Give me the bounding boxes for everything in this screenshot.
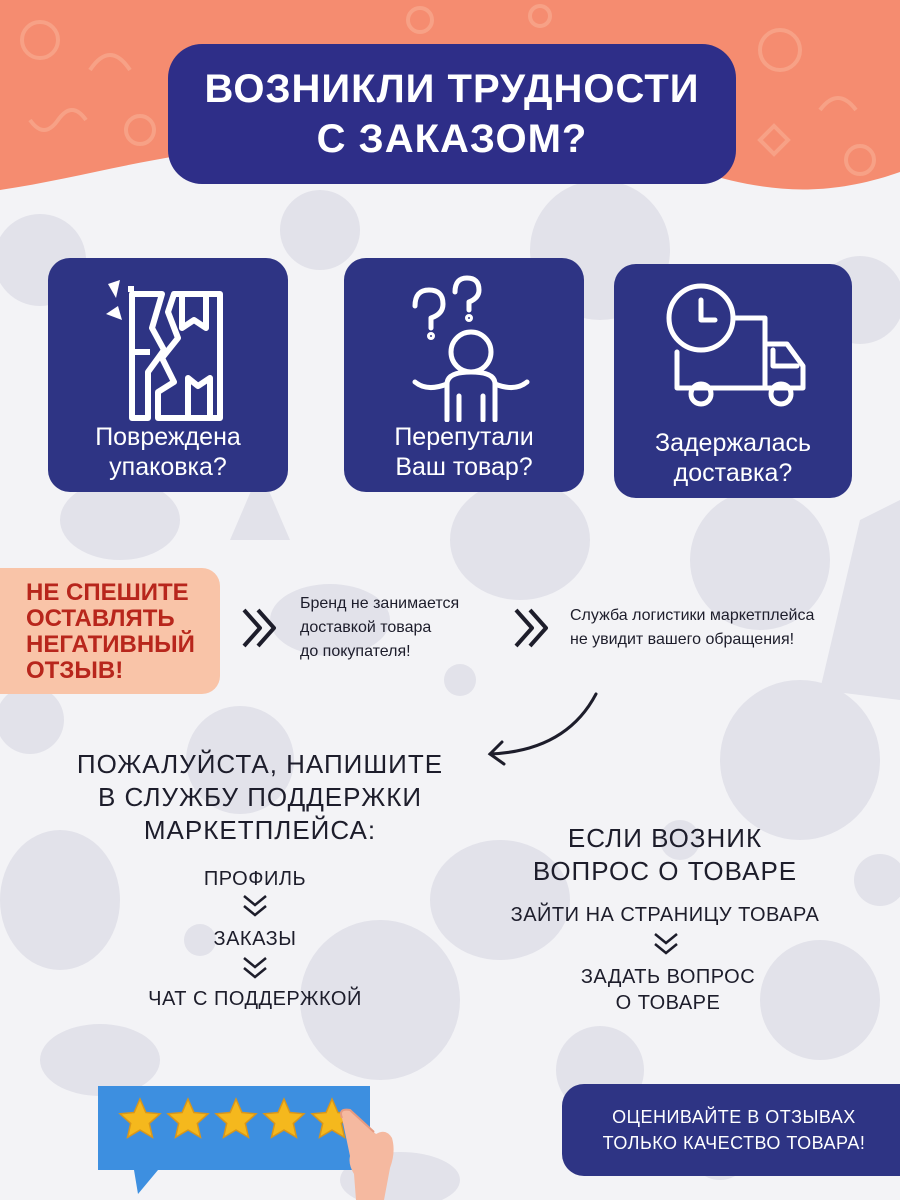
pointing-hand-icon <box>338 1108 398 1200</box>
footer-note <box>562 1084 900 1176</box>
card-3-line-1: Задержалась <box>654 429 812 457</box>
star-icon <box>118 1097 162 1141</box>
title-line-2: С ЗАКАЗОМ? <box>316 117 588 161</box>
support-title-line-1: ПОЖАЛУЙСТА, НАПИШИТЕ <box>76 749 444 779</box>
star-icon <box>166 1097 210 1141</box>
warning-block <box>0 568 220 694</box>
star-icon <box>214 1097 258 1141</box>
ask-question-line-2: О ТОВАРЕ <box>615 992 721 1014</box>
double-chevron-down-icon <box>242 894 268 918</box>
double-chevron-right-icon <box>240 606 280 650</box>
brand-note-line-1: Бренд не занимается <box>300 595 460 612</box>
footer-line-2: ТОЛЬКО КАЧЕСТВО ТОВАРА! <box>602 1133 866 1153</box>
brand-note-line-2: доставкой товара <box>300 619 432 636</box>
logistics-note-line-2: не увидит вашего обращения! <box>570 631 795 648</box>
card-2-line-2: Ваш товар? <box>395 453 533 481</box>
step-support-chat: ЧАТ С ПОДДЕРЖКОЙ <box>148 988 362 1010</box>
product-question-line-1: ЕСЛИ ВОЗНИК <box>567 823 763 853</box>
logistics-note <box>570 604 814 652</box>
title-line-1: ВОЗНИКЛИ ТРУДНОСТИ <box>204 67 700 111</box>
card-delayed-delivery <box>614 264 852 498</box>
card-1-line-1: Повреждена <box>95 423 241 451</box>
warning-line-4: ОТЗЫВ! <box>26 657 124 684</box>
step-orders: ЗАКАЗЫ <box>213 928 297 950</box>
curved-arrow-icon <box>480 690 610 770</box>
warning-line-1: НЕ СПЕШИТЕ <box>26 579 189 606</box>
support-title <box>70 748 450 847</box>
warning-line-2: ОСТАВЛЯТЬ <box>26 605 175 632</box>
card-2-line-1: Перепутали <box>394 423 534 451</box>
broken-box-icon <box>78 272 258 422</box>
double-chevron-right-icon <box>512 606 552 650</box>
step-profile: ПРОФИЛЬ <box>203 868 307 890</box>
step-ask-question <box>540 964 796 1016</box>
page-title <box>168 44 736 184</box>
double-chevron-down-icon <box>242 956 268 980</box>
card-1-line-2: упаковка? <box>109 453 227 481</box>
delivery-truck-clock-icon <box>653 278 813 418</box>
star-icon <box>262 1097 306 1141</box>
support-title-line-2: В СЛУЖБУ ПОДДЕРЖКИ <box>97 782 423 812</box>
card-3-line-2: доставка? <box>673 459 793 487</box>
confused-person-icon <box>389 272 539 422</box>
footer-line-1: ОЦЕНИВАЙТЕ В ОТЗЫВАХ <box>612 1107 856 1127</box>
product-question-title <box>500 822 830 888</box>
step-open-product-page: ЗАЙТИ НА СТРАНИЦУ ТОВАРА <box>510 904 820 926</box>
product-question-line-2: ВОПРОС О ТОВАРЕ <box>532 856 798 886</box>
brand-note <box>300 592 459 664</box>
rating-stars <box>118 1097 354 1141</box>
brand-note-line-3: до покупателя! <box>300 643 411 660</box>
double-chevron-down-icon <box>653 932 679 956</box>
card-wrong-item <box>344 258 584 492</box>
warning-line-3: НЕГАТИВНЫЙ <box>26 631 195 658</box>
support-title-line-3: МАРКЕТПЛЕЙСА: <box>143 815 377 845</box>
card-damaged-package <box>48 258 288 492</box>
logistics-note-line-1: Служба логистики маркетплейса <box>570 607 815 624</box>
ask-question-line-1: ЗАДАТЬ ВОПРОС <box>580 966 756 988</box>
